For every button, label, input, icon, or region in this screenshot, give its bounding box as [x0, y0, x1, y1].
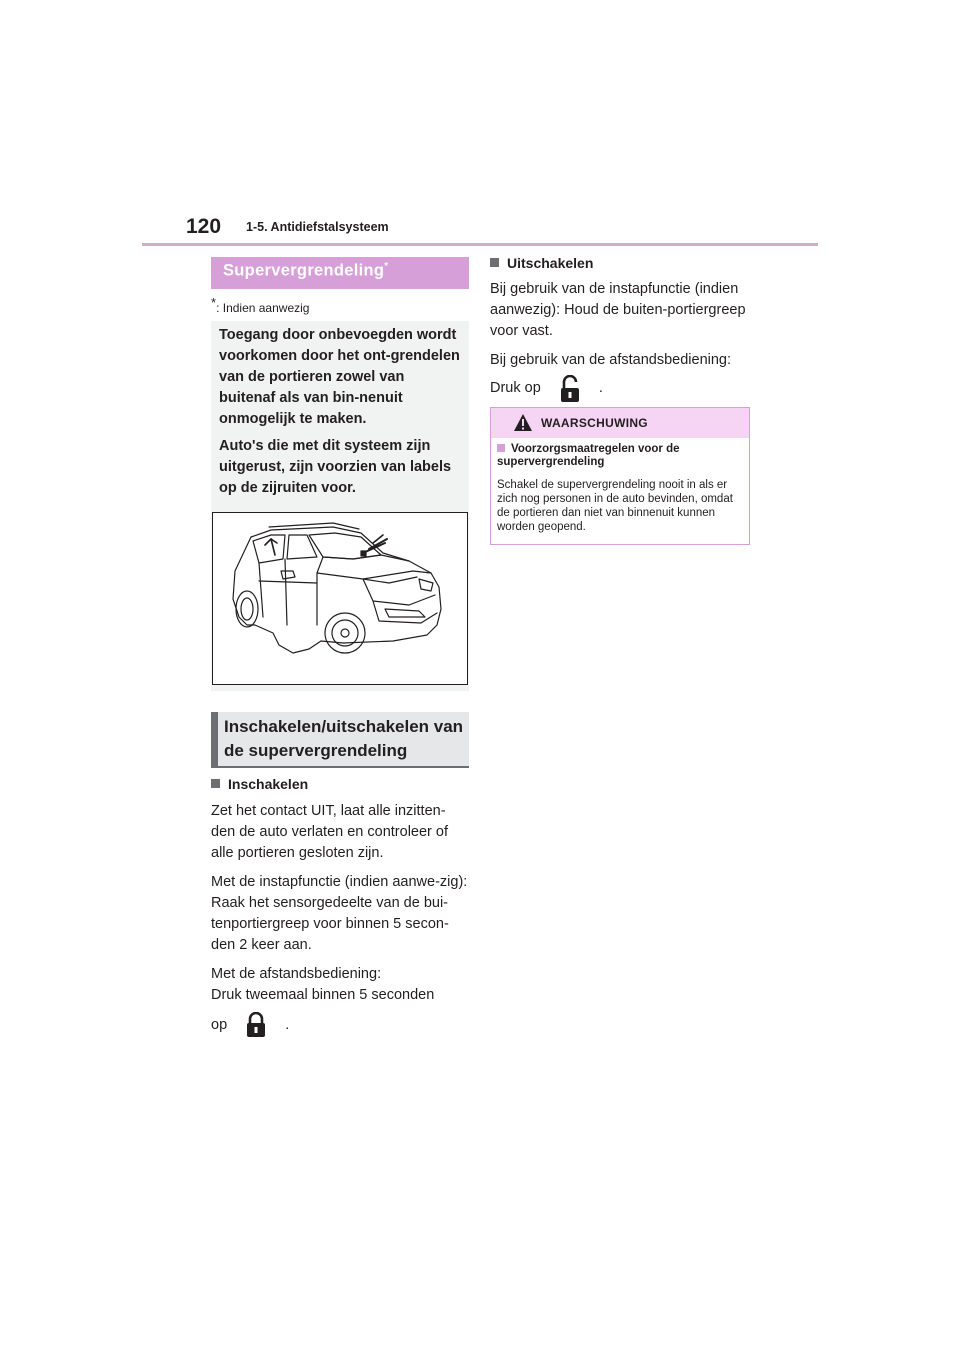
- lock-open-icon: [559, 375, 581, 401]
- uitschakelen-subheading: [490, 255, 593, 271]
- uitschakelen-p2: Bij gebruik van de afstandsbediening:: [490, 352, 732, 368]
- car-illustration: [212, 512, 468, 685]
- intro-paragraph-1: Toegang door onbevoegden wordt voorkomen door het ont-grendelen van de portieren zowel van buitenaf als van bin-nenuit onmogelijk te maken.: [219, 327, 460, 427]
- warning-header: [491, 408, 749, 438]
- footnote-text: : Indien aanwezig: [216, 301, 310, 315]
- intro-paragraph-2: Auto's die met dit systeem zijn uitgerust, zijn voorzien van labels op de zijruiten voor.: [219, 438, 452, 496]
- inschakelen-p3a: Met de afstandsbediening:: [211, 966, 382, 982]
- inschakelen-p2b: Raak het sensorgedeelte van de bui-tenportiergreep voor binnen 5 secon-den 2 keer aan.: [211, 895, 449, 953]
- supervergrendeling-title-bar: [211, 257, 469, 289]
- warning-subtitle-text: Voorzorgsmaatregelen voor de supervergrendeling: [497, 443, 680, 468]
- uitschakelen-label: Uitschakelen: [507, 255, 594, 271]
- uitschakelen-p3-post: .: [598, 379, 603, 396]
- inschakelen-heading: [211, 712, 469, 768]
- footnote: [211, 295, 310, 315]
- inschakelen-p2a: Met de instapfunctie (indien aanwe-zig):: [211, 874, 468, 890]
- lock-closed-icon: [245, 1012, 267, 1038]
- uitschakelen-body: [490, 279, 748, 409]
- inschakelen-subheading: [211, 776, 308, 792]
- warning-body: Schakel de supervergrendeling nooit in als er zich nog personen in de auto bevinden, omdat de portieren dan niet van binnenuit kunnen worden geopend.: [497, 479, 733, 533]
- warning-box: [490, 407, 750, 545]
- square-bullet-icon: [490, 258, 499, 267]
- square-bullet-icon: [497, 444, 505, 452]
- header-divider: [142, 243, 818, 246]
- inschakelen-label: Inschakelen: [228, 776, 309, 792]
- uitschakelen-p3-pre: Druk op: [490, 379, 541, 396]
- page-number: 120: [186, 215, 222, 238]
- inschakelen-heading-text: Inschakelen/uitschakelen van de supervergrendeling: [224, 717, 464, 760]
- supervergrendeling-title: Supervergrendeling: [223, 261, 385, 280]
- warning-label: WAARSCHUWING: [541, 416, 648, 430]
- warning-triangle-icon: [513, 413, 533, 437]
- section-title: 1-5. Antidiefstalsysteem: [246, 220, 389, 234]
- inschakelen-p3b: Druk tweemaal binnen 5 seconden: [211, 987, 435, 1003]
- footnote-mark: *: [211, 295, 217, 310]
- square-bullet-icon: [211, 779, 220, 788]
- heading-underline: [211, 766, 469, 768]
- title-asterisk: *: [384, 261, 389, 272]
- inschakelen-p1: Zet het contact UIT, laat alle inzitten-den de auto verlaten en controleer of alle portieren gesloten zijn.: [211, 803, 448, 861]
- uitschakelen-p1: Bij gebruik van de instapfunctie (indien aanwezig): Houd de buiten-portiergreep voor vast.: [490, 281, 746, 339]
- inschakelen-p3c-pre: op: [211, 1016, 228, 1033]
- inschakelen-body: [211, 801, 469, 1046]
- warning-subtitle: [497, 443, 745, 469]
- inschakelen-p3c-post: .: [285, 1016, 290, 1033]
- intro-box: [211, 321, 469, 691]
